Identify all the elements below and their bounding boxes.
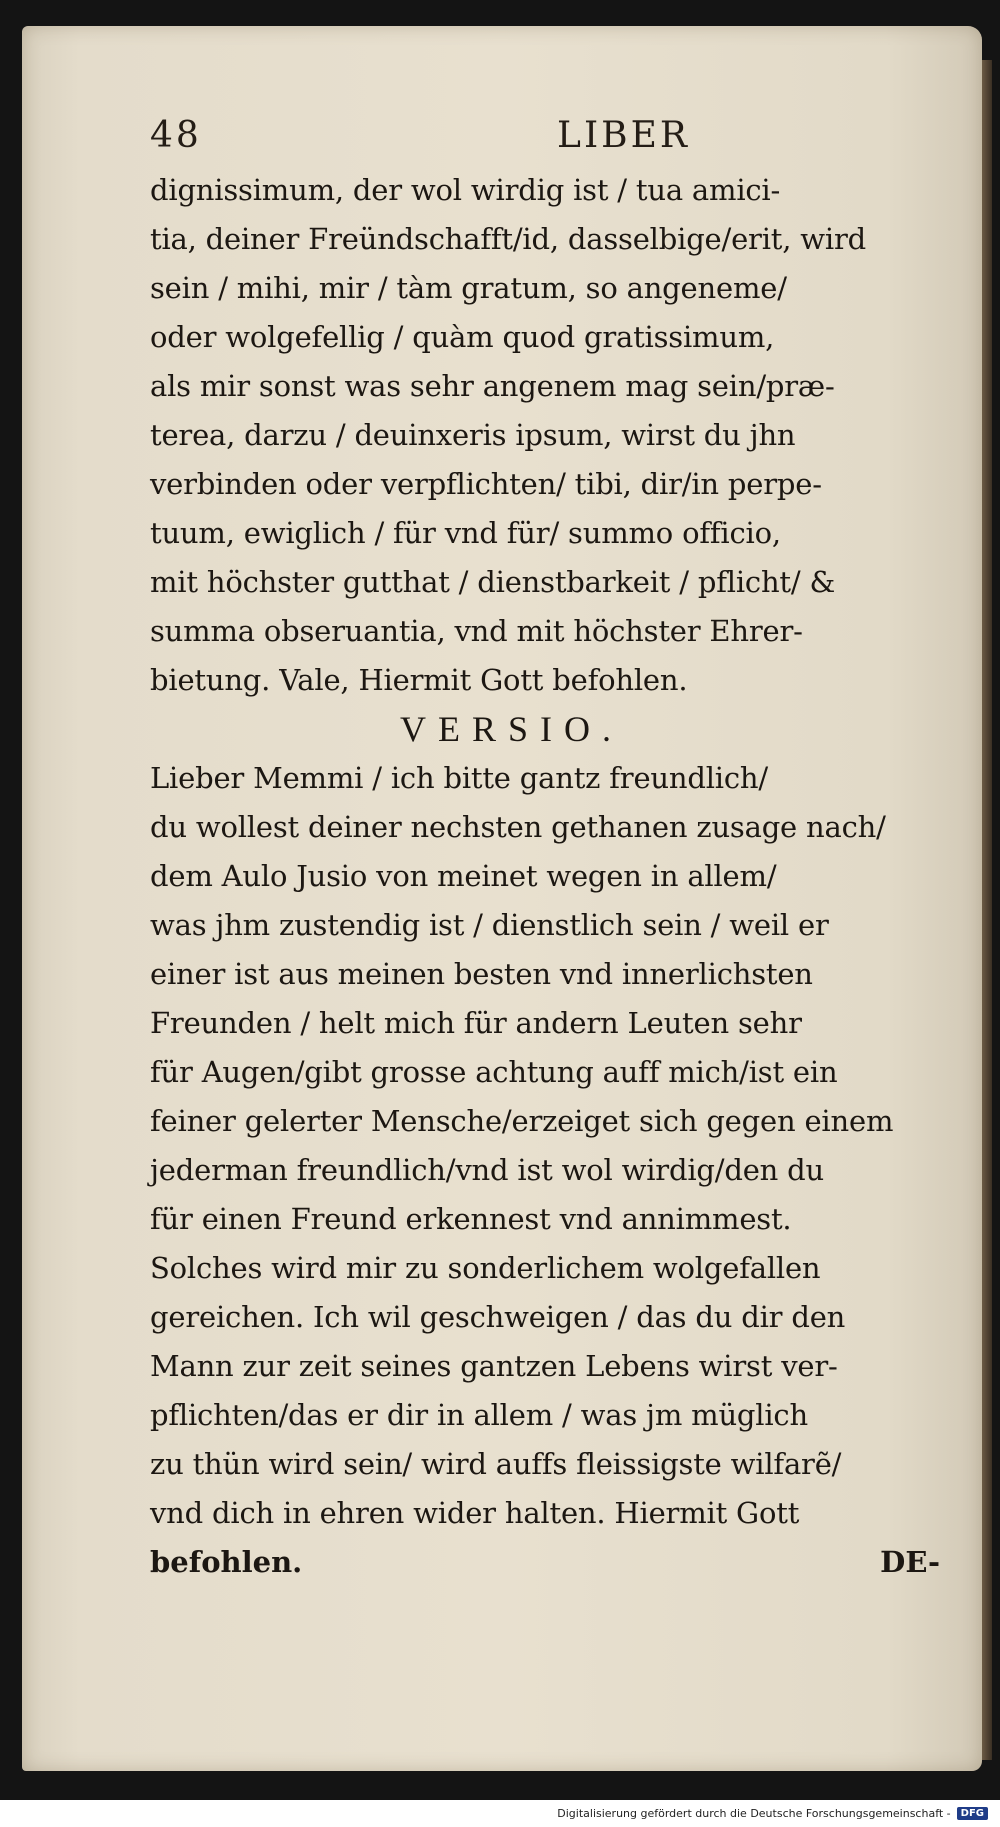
text-line: Mann zur zeit seines gantzen Lebens wirst ver-	[150, 1349, 838, 1383]
text-line: Solches wird mir zu sonderlichem wolgefallen	[150, 1251, 821, 1285]
text-line: feiner gelerter Mensche/erzeiget sich gegen einem	[150, 1104, 894, 1138]
final-word: befohlen.	[150, 1545, 303, 1579]
text-line: oder wolgefellig / quàm quod gratissimum,	[150, 320, 775, 354]
commentary-block	[150, 166, 950, 705]
text-line: verbinden oder verpflichten/ tibi, dir/in perpe-	[150, 467, 822, 501]
text-line: für Augen/gibt grosse achtung auff mich/ist ein	[150, 1055, 838, 1089]
text-line: sein / mihi, mir / tàm gratum, so angeneme/	[150, 271, 787, 305]
page-text	[150, 115, 950, 1587]
text-line: bietung. Vale, Hiermit Gott befohlen.	[150, 663, 688, 697]
page-number: 48	[150, 115, 202, 156]
text-line: du wollest deiner nechsten gethanen zusage nach/	[150, 810, 886, 844]
text-line: mit höchster gutthat / dienstbarkeit / pflicht/ &	[150, 565, 836, 599]
text-line: gereichen. Ich wil geschweigen / das du dir den	[150, 1300, 846, 1334]
version-heading: VERSIO.	[400, 709, 624, 749]
text-line: für einen Freund erkennest vnd annimmest.	[150, 1202, 792, 1236]
text-line: tia, deiner Freündschafft/id, dasselbige/erit, wird	[150, 222, 867, 256]
text-line: Lieber Memmi / ich bitte gantz freundlich/	[150, 761, 768, 795]
text-line: summa obseruantia, vnd mit höchster Ehrer-	[150, 614, 803, 648]
text-line: Freunden / helt mich für andern Leuten sehr	[150, 1006, 802, 1040]
text-line: tuum, ewiglich / für vnd für/ summo officio,	[150, 516, 781, 550]
text-line: einer ist aus meinen besten vnd innerlichsten	[150, 957, 813, 991]
footer-bar	[0, 1800, 1000, 1827]
text-line: zu thün wird sein/ wird auffs fleissigste wilfarẽ/	[150, 1447, 842, 1481]
text-line: dem Aulo Jusio von meinet wegen in allem/	[150, 859, 777, 893]
catchword: DE-	[880, 1545, 940, 1579]
final-line	[150, 1538, 950, 1587]
funding-credit: Digitalisierung gefördert durch die Deutsche Forschungsgemeinschaft -	[557, 1807, 951, 1820]
text-line: was jhm zustendig ist / dienstlich sein / weil er	[150, 908, 829, 942]
text-line: pflichten/das er dir in allem / was jm müglich	[150, 1398, 808, 1432]
book-edge	[982, 60, 992, 1760]
text-line: terea, darzu / deuinxeris ipsum, wirst du jhn	[150, 418, 796, 452]
page-header	[150, 115, 710, 166]
text-line: dignissimum, der wol wirdig ist / tua amici-	[150, 173, 781, 207]
text-line: als mir sonst was sehr angenem mag sein/præ-	[150, 369, 835, 403]
text-line: vnd dich in ehren wider halten. Hiermit Gott	[150, 1496, 800, 1530]
running-head: LIBER	[557, 115, 690, 156]
version-block	[150, 754, 950, 1538]
dfg-logo-icon: DFG	[957, 1807, 988, 1820]
text-line: jederman freundlich/vnd ist wol wirdig/den du	[150, 1153, 824, 1187]
